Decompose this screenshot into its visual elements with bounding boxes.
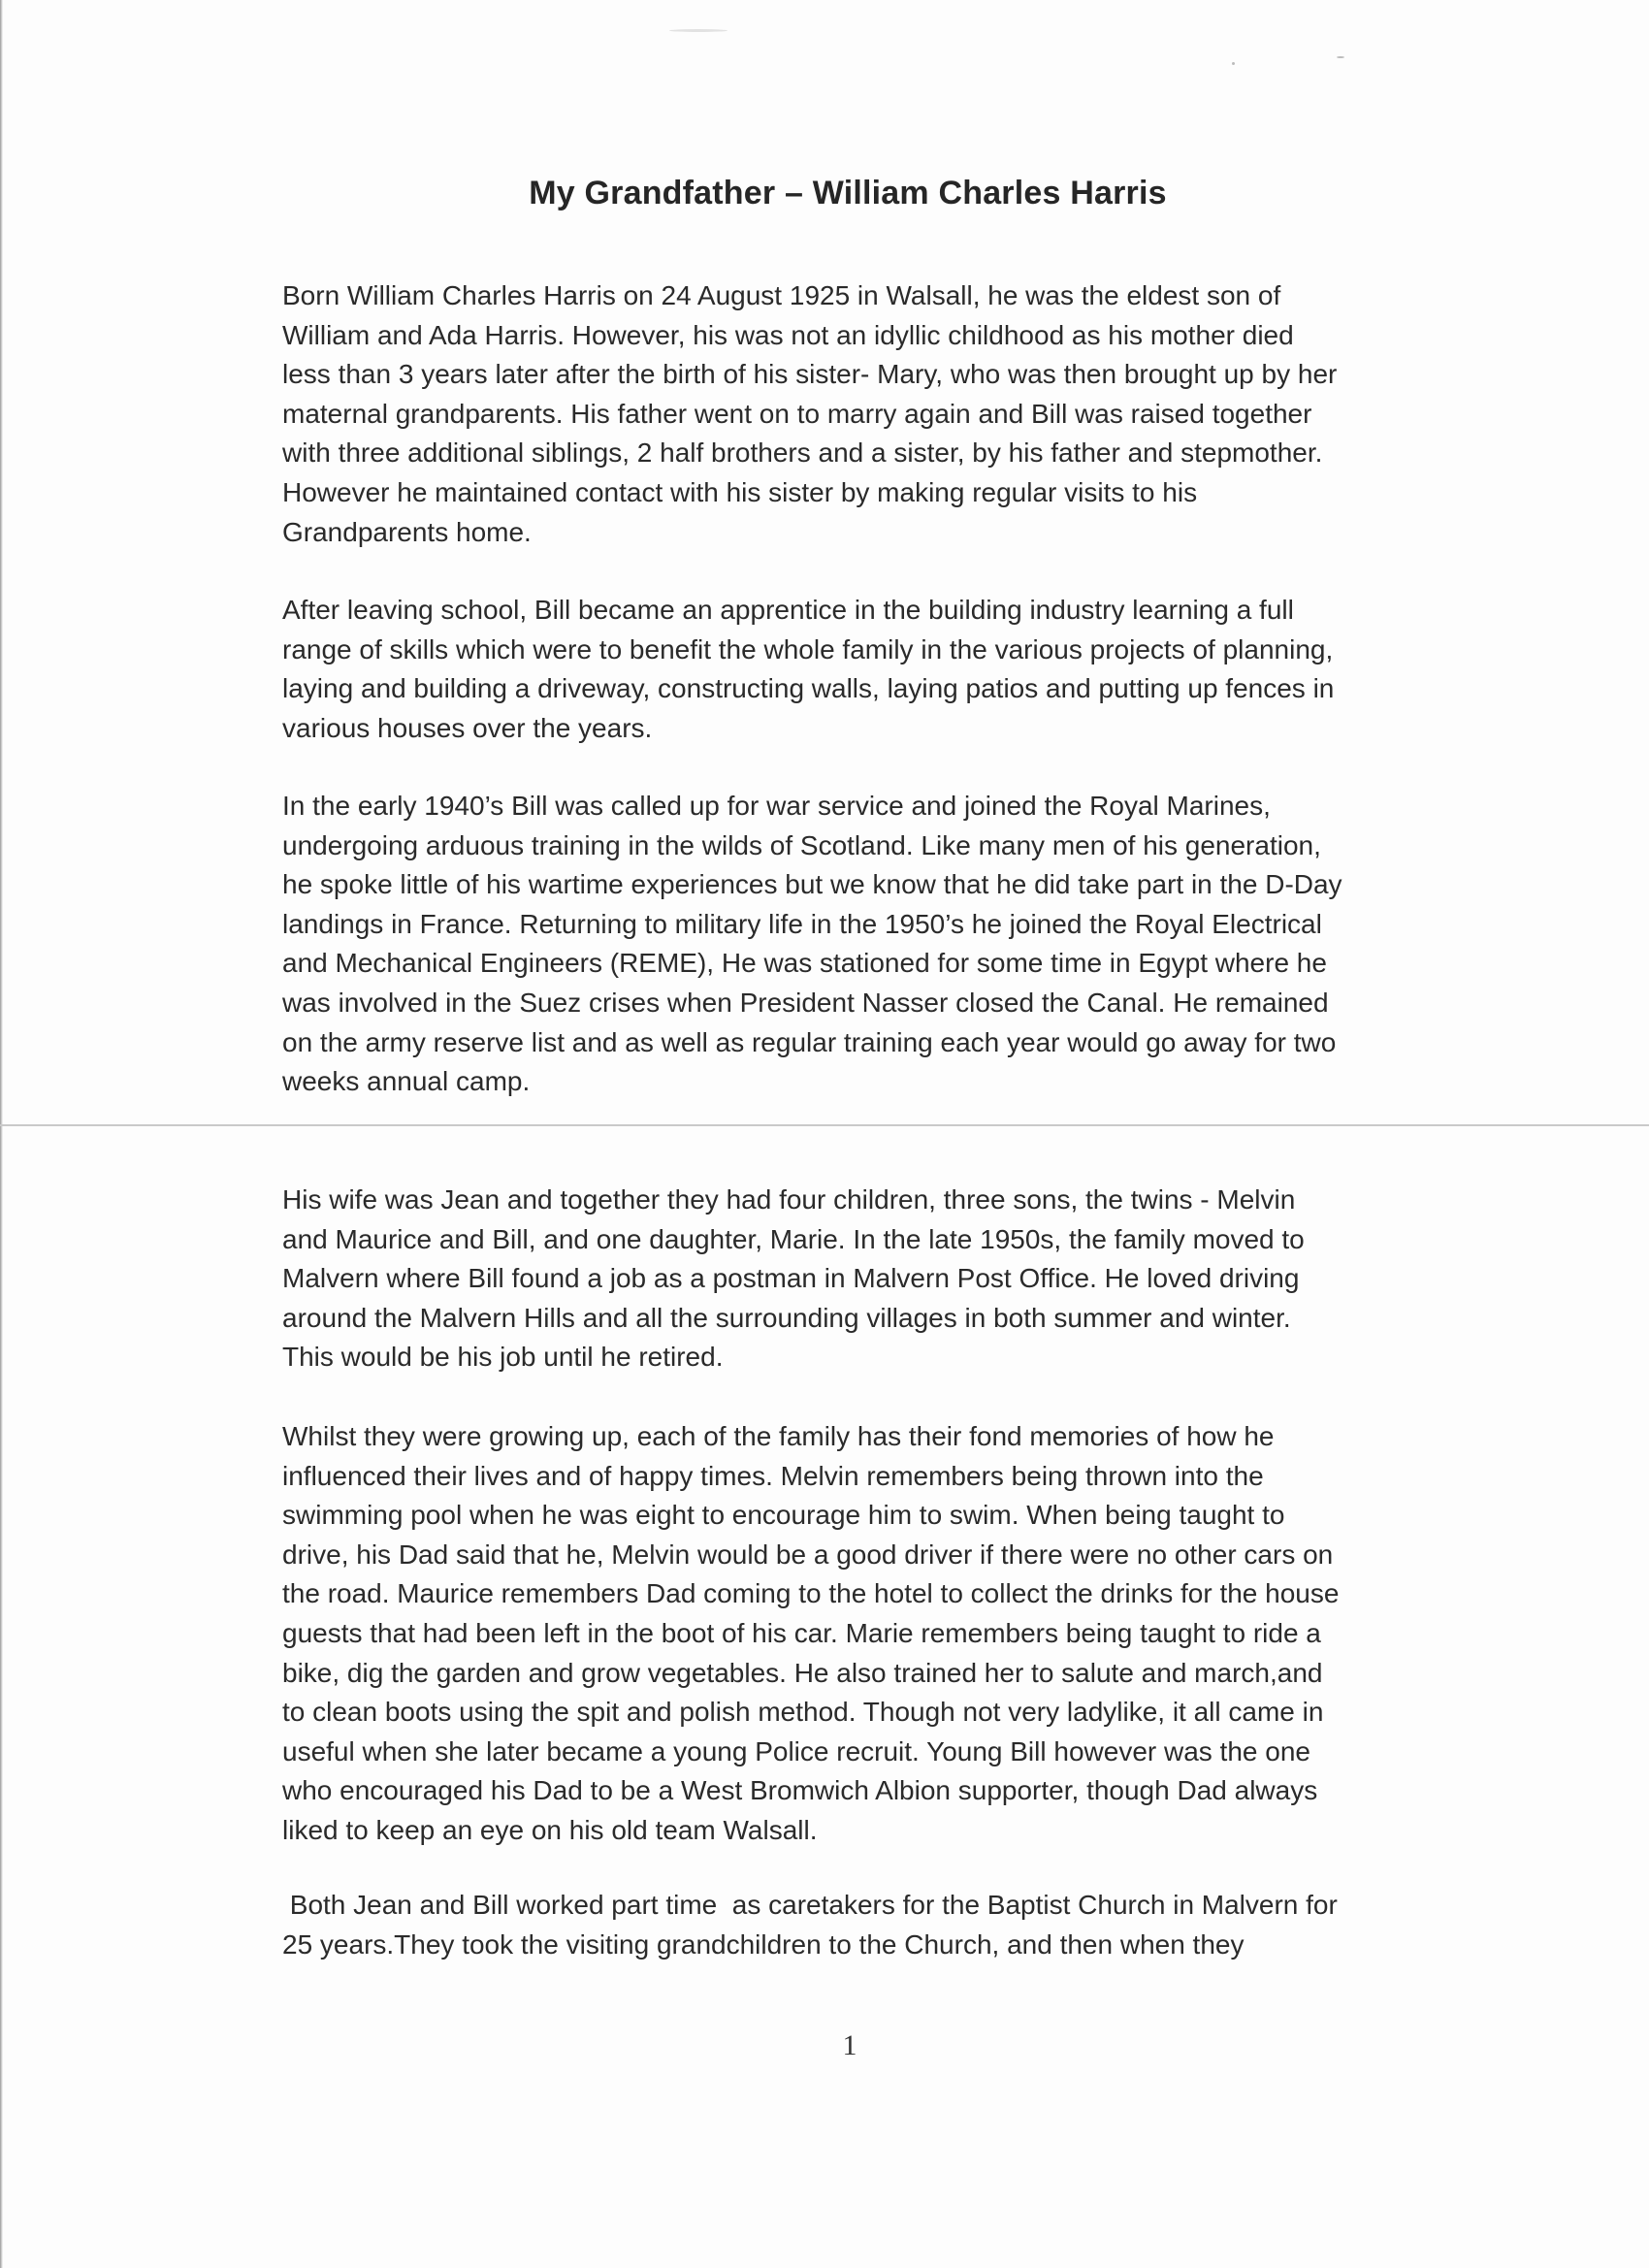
text-line: he spoke little of his wartime experiences but we know that he did take part in the D-Day [282,869,1342,900]
text-line: In the early 1940’s Bill was called up for war service and joined the Royal Marines, [282,791,1271,821]
text-line: Malvern where Bill found a job as a postman in Malvern Post Office. He loved driving [282,1263,1300,1294]
text-line: bike, dig the garden and grow vegetables. He also trained her to salute and march,and [282,1657,1323,1688]
page-number: 1 [842,2029,857,2061]
text-line: around the Malvern Hills and all the surrounding villages in both summer and winter. [282,1302,1291,1333]
text-line: guests that had been left in the boot of his car. Marie remembers being taught to ride a [282,1617,1321,1648]
text-line: This would be his job until he retired. [282,1342,724,1373]
text-line: drive, his Dad said that he, Melvin would be a good driver if there were no other cars on [282,1539,1334,1570]
text-line: range of skills which were to benefit the whole family in the various projects of planning, [282,633,1334,664]
text-line: Whilst they were growing up, each of the family has their fond memories of how he [282,1421,1275,1451]
text-line: Both Jean and Bill worked part time as caretakers for the Baptist Church in Malvern for [282,1890,1338,1920]
text-line: weeks annual camp. [282,1066,531,1097]
text-line: landings in France. Returning to military life in the 1950’s he joined the Royal Electrical [282,908,1322,939]
scan-speck [1337,56,1344,58]
text-line: laying and building a driveway, constructing walls, laying patios and putting up fences in [282,673,1335,704]
text-line: less than 3 years later after the birth of his sister- Mary, who was then brought up by her [282,359,1338,390]
text-line: 25 years.They took the visiting grandchildren to the Church, and then when they [282,1928,1245,1960]
paragraph-memories [282,1417,1437,1851]
text-line: After leaving school, Bill became an apprentice in the building industry learning a full [282,595,1294,625]
text-line: useful when she later became a young Police recruit. Young Bill however was the one [282,1735,1310,1766]
paragraph-family [282,1181,1437,1377]
text-line: Grandparents home. [282,516,532,547]
text-line: His wife was Jean and together they had four children, three sons, the twins - Melvin [282,1184,1296,1215]
text-line: on the army reserve list and as well as regular training each year would go away for two [282,1026,1337,1057]
text-line: However he maintained contact with his sister by making regular visits to his [282,476,1198,507]
text-line: Born William Charles Harris on 24 August 1925 in Walsall, he was the eldest son of [282,280,1281,310]
text-line: to clean boots using the spit and polish method. Though not very ladylike, it all came in [282,1697,1324,1728]
text-line: various houses over the years. [282,712,653,743]
text-line: undergoing arduous training in the wilds of Scotland. Like many men of his generation, [282,829,1321,860]
scan-speck [1232,62,1235,65]
paragraph-church [282,1886,1437,1964]
page-title: My Grandfather – William Charles Harris [529,175,1167,211]
text-line: was involved in the Suez crises when President Nasser closed the Canal. He remained [282,987,1329,1018]
scan-smudge [669,29,728,32]
text-line: the road. Maurice remembers Dad coming to the hotel to collect the drinks for the house [282,1578,1340,1609]
text-line: maternal grandparents. His father went on to marry again and Bill was raised together [282,398,1312,429]
text-line: William and Ada Harris. However, his was not an idyllic childhood as his mother died [282,319,1294,350]
text-line: influenced their lives and of happy times. Melvin remembers being thrown into the [282,1460,1264,1491]
text-line: and Maurice and Bill, and one daughter, Marie. In the late 1950s, the family moved to [282,1223,1305,1254]
text-line: liked to keep an eye on his old team Walsall. [282,1814,818,1845]
paragraph-apprenticeship [282,591,1437,748]
paragraph-early-life [282,276,1437,552]
paragraph-war-service [282,787,1437,1102]
text-line: swimming pool when he was eight to encourage him to swim. When being taught to [282,1500,1285,1531]
text-line: with three additional siblings, 2 half brothers and a sister, by his father and stepmother. [282,437,1323,469]
scan-edge-shadow [0,0,3,2268]
text-line: who encouraged his Dad to be a West Bromwich Albion supporter, though Dad always [282,1775,1318,1806]
paper-fold-line [0,1124,1649,1126]
text-line: and Mechanical Engineers (REME), He was stationed for some time in Egypt where he [282,948,1327,979]
